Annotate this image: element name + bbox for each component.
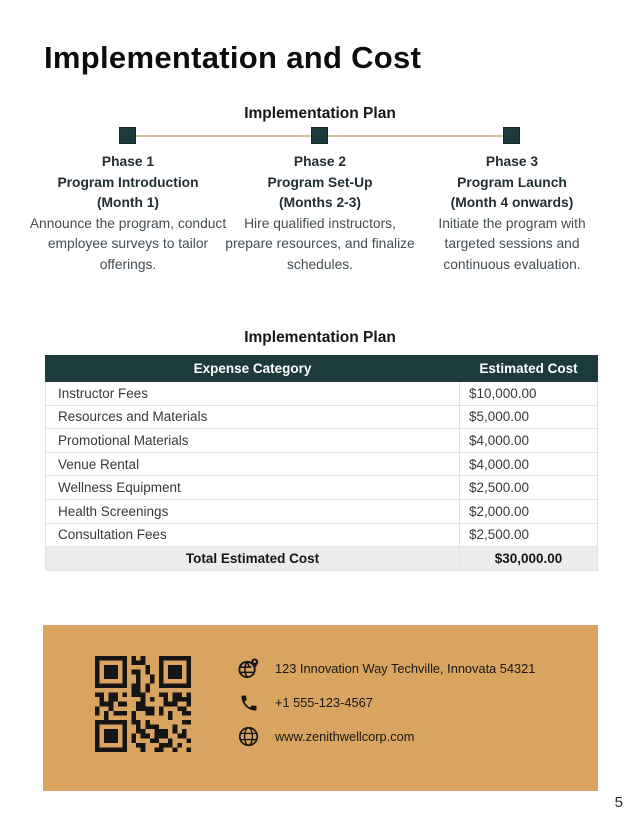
- timeline-node-phase-1: [119, 127, 136, 144]
- timeline-heading: Implementation Plan: [244, 105, 396, 122]
- estimated-cost-cell: $4,000.00: [460, 429, 598, 453]
- table-row: [46, 429, 598, 453]
- table-row: [46, 405, 598, 429]
- expense-category-cell: Wellness Equipment: [46, 476, 460, 500]
- phase-name: Program Introduction: [57, 174, 199, 190]
- estimated-cost-cell: $2,000.00: [460, 499, 598, 523]
- qr-code: [95, 656, 191, 752]
- contact-footer: [43, 625, 598, 791]
- column-header-estimated-cost: Estimated Cost: [460, 356, 598, 382]
- expense-category-cell: Venue Rental: [46, 452, 460, 476]
- phone-icon: [237, 691, 260, 714]
- website-row: [237, 725, 535, 748]
- globe-icon: [237, 725, 260, 748]
- table-row: [46, 452, 598, 476]
- contact-list: [237, 657, 535, 748]
- table-row: [46, 523, 598, 547]
- cost-table-heading: Implementation Plan: [244, 329, 396, 346]
- expense-category-cell: Instructor Fees: [46, 382, 460, 406]
- phase-3-block: [412, 152, 612, 275]
- total-value-cell: $30,000.00: [460, 547, 598, 571]
- phase-description: Hire qualified instructors, prepare resources, and finalize schedules.: [225, 215, 415, 272]
- expense-category-cell: Health Screenings: [46, 499, 460, 523]
- timeline-node-phase-3: [503, 127, 520, 144]
- estimated-cost-cell: $2,500.00: [460, 476, 598, 500]
- phase-period: (Month 4 onwards): [450, 195, 574, 210]
- table-row: [46, 382, 598, 406]
- expense-category-cell: Resources and Materials: [46, 405, 460, 429]
- phase-2-block: [220, 152, 420, 275]
- phase-description: Announce the program, conduct employee surveys to tailor offerings.: [29, 215, 227, 272]
- website-text: www.zenithwellcorp.com: [275, 729, 415, 744]
- address-row: [237, 657, 535, 680]
- phase-label: Phase 2: [293, 154, 347, 169]
- estimated-cost-cell: $5,000.00: [460, 405, 598, 429]
- table-header-row: [46, 356, 598, 382]
- phase-name: Program Set-Up: [267, 174, 373, 190]
- timeline-node-phase-2: [311, 127, 328, 144]
- column-header-expense-category: Expense Category: [46, 356, 460, 382]
- table-row: [46, 499, 598, 523]
- phase-label: Phase 3: [485, 154, 539, 169]
- total-label-cell: Total Estimated Cost: [46, 547, 460, 571]
- table-row: [46, 476, 598, 500]
- phase-period: (Months 2-3): [278, 195, 361, 210]
- phase-label: Phase 1: [101, 154, 155, 169]
- phase-description: Initiate the program with targeted sessions and continuous evaluation.: [438, 215, 586, 272]
- estimated-cost-cell: $4,000.00: [460, 452, 598, 476]
- expense-category-cell: Consultation Fees: [46, 523, 460, 547]
- phase-1-block: [28, 152, 228, 275]
- expense-category-cell: Promotional Materials: [46, 429, 460, 453]
- phase-period: (Month 1): [96, 195, 160, 210]
- map-pin-globe-icon: [237, 657, 260, 680]
- cost-table: [45, 355, 598, 571]
- phase-name: Program Launch: [457, 174, 567, 190]
- table-total-row: [46, 547, 598, 571]
- address-text: 123 Innovation Way Techville, Innovata 54321: [275, 661, 536, 676]
- page-title: Implementation and Cost: [44, 40, 422, 75]
- page-number: 5: [614, 794, 623, 811]
- estimated-cost-cell: $10,000.00: [460, 382, 598, 406]
- estimated-cost-cell: $2,500.00: [460, 523, 598, 547]
- phone-text: +1 555-123-4567: [275, 695, 373, 710]
- phone-row: [237, 691, 535, 714]
